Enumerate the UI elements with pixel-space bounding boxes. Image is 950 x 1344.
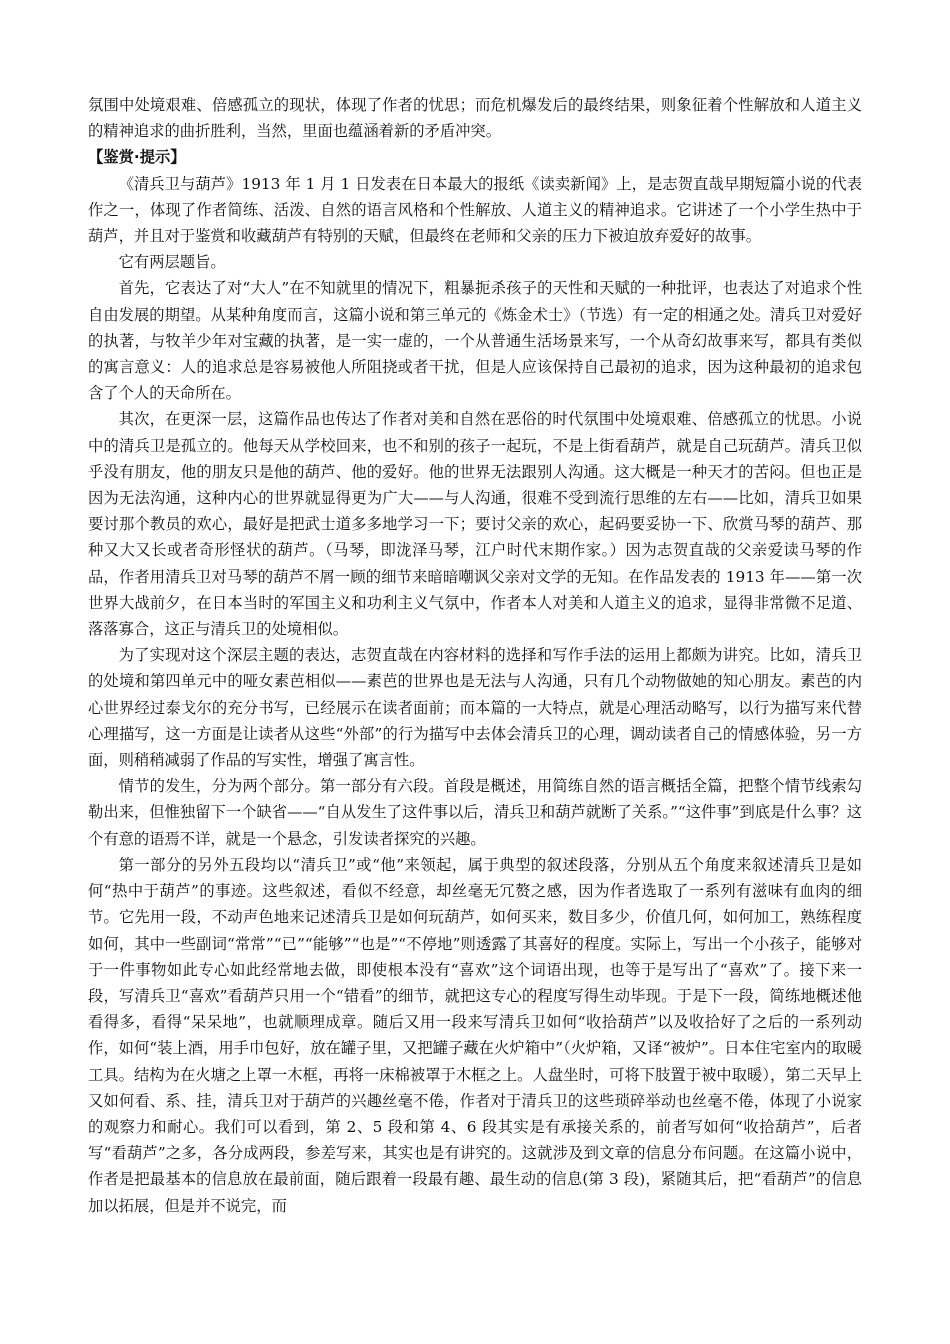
body-paragraph: 其次，在更深一层，这篇作品也传达了作者对美和自然在恶俗的时代氛围中处境艰难、倍感孤立的忧思。小说中的清兵卫是孤立的。他每天从学校回来，也不和别的孩子一起玩，不是上街看葫芦，就是自己玩葫芦。清兵卫似乎没有朋友，他的朋友只是他的葫芦、他的爱好。他的世界无法跟别人沟通。这大概是一种天才的苦闷。但也正是因为无法沟通，这种内心的世界就显得更为广大——与人沟通，很难不受到流行思维的左右——比如，清兵卫如果要讨那个教员的欢心，最好是把武士道多多地学习一下；要讨父亲的欢心，起码要妥协一下、欣赏马琴的葫芦、那种又大又长或者奇形怪状的葫芦。（马琴，即泷泽马琴，江户时代末期作家。）因为志贺直哉的父亲爱读马琴的作品，作者用清兵卫对马琴的葫芦不屑一顾的细节来暗暗嘲讽父亲对文学的无知。在作品发表的 1913 年——第一次世界大战前夕，在日本当时的军国主义和功利主义气氛中，作者本人对美和人道主义的追求，显得非常微不足道、落落寡合，这正与清兵卫的处境相似。 <box>88 410 862 639</box>
body-paragraph: 《清兵卫与葫芦》1913 年 1 月 1 日发表在日本最大的报纸《读卖新闻》上，是志贺直哉早期短篇小说的代表作之一，体现了作者简练、活泼、自然的语言风格和个性解放、人道主义的精神追求。它讲述了一个小学生热中于葫芦，并且对于鉴赏和收藏葫芦有特别的天赋，但最终在老师和父亲的压力下被迫放弃爱好的故事。 <box>88 174 862 246</box>
body-paragraph: 首先，它表达了对“大人”在不知就里的情况下，粗暴扼杀孩子的天性和天赋的一种批评，也表达了对追求个性自由发展的期望。从某种角度而言，这篇小说和第三单元的《炼金术士》（节选）有一定的相通之处。清兵卫对爱好的执著，与牧羊少年对宝藏的执著，是一实一虚的，一个从普通生活场景来写，一个从奇幻故事来写，都具有类似的寓言意义：人的追求总是容易被他人所阻挠或者干扰，但是人应该保持自己最初的追求，因为这种最初的追求包含了个人的天命所在。 <box>88 279 862 403</box>
body-paragraph: 它有两层题旨。 <box>118 253 226 272</box>
body-paragraph: 第一部分的另外五段均以“清兵卫”或“他”来领起，属于典型的叙述段落，分别从五个角度来叙述清兵卫是如何“热中于葫芦”的事迹。这些叙述，看似不经意，却丝毫无冗赘之感，因为作者选取了一系列有滋味有血肉的细节。它先用一段，不动声色地来记述清兵卫是如何玩葫芦，如何买来，数目多少，价值几何，如何加工，熟练程度如何，其中一些副词“常常”“已”“能够”“也是”“不停地”则透露了其喜好的程度。实际上，写出一个小孩子，能够对于一件事物如此专心如此经常地去做，即使根本没有“喜欢”这个词语出现，也等于是写出了“喜欢”了。接下来一段，写清兵卫“喜欢”看葫芦只用一个“错看”的细节，就把这专心的程度写得生动毕现。于是下一段，简练地概述他看得多，看得“呆呆地”，也就顺理成章。随后又用一段来写清兵卫如何“收拾葫芦”以及收拾好了之后的一系列动作，如何“装上酒，用手巾包好，放在罐子里，又把罐子藏在火炉箱中”（火炉箱，又译“被炉”。日本住宅室内的取暖工具。结构为在火塘之上罩一木框，再将一床棉被罩于木框之上。人盘坐时，可将下肢置于被中取暖），第二天早上又如何看、系、挂，清兵卫对于葫芦的兴趣丝毫不倦，作者对于清兵卫的这些琐碎举动也丝毫不倦，体现了小说家的观察力和耐心。我们可以看到，第 2、5 段和第 4、6 段其实是有承接关系的，前者写如何“收拾葫芦”，后者写“看葫芦”之多，各分成两段，参差写来，其实也是有讲究的。这就涉及到文章的信息分布问题。在这篇小说中，作者是把最基本的信息放在最前面，随后跟着一段最有趣、最生动的信息(第 3 段)，紧随其后，把“看葫芦”的信息加以拓展，但是并不说完，而 <box>88 855 862 1215</box>
body-paragraph: 情节的发生，分为两个部分。第一部分有六段。首段是概述，用简练自然的语言概括全篇，把整个情节线索勾勒出来，但惟独留下一个缺省——“自从发生了这件事以后，清兵卫和葫芦就断了关系。”“这件事”到底是什么事？这个有意的语焉不详，就是一个悬念，引发读者探究的兴趣。 <box>88 777 862 848</box>
continuation-paragraph: 氛围中处境艰难、倍感孤立的现状，体现了作者的忧思；而危机爆发后的最终结果，则象征着个性解放和人道主义的精神追求的曲折胜利，当然，里面也蕴涵着新的矛盾冲突。 <box>88 96 862 141</box>
body-paragraph: 为了实现对这个深层主题的表达，志贺直哉在内容材料的选择和写作手法的运用上都颇为讲究。比如，清兵卫的处境和第四单元中的哑女素芭相似——素芭的世界也是无法与人沟通，只有几个动物做她的知心朋友。素芭的内心世界经过泰戈尔的充分书写，已经展示在读者面前；而本篇的一大特点，就是心理活动略写，以行为描写来代替心理描写，这一方面是让读者从这些“外部”的行为描写中去体会清兵卫的心理，调动读者自己的情感体验，另一方面，则稍稍减弱了作品的写实性，增强了寓言性。 <box>88 646 862 770</box>
section-heading: 【鉴赏·提示】 <box>88 148 186 167</box>
document-page <box>88 92 862 1219</box>
